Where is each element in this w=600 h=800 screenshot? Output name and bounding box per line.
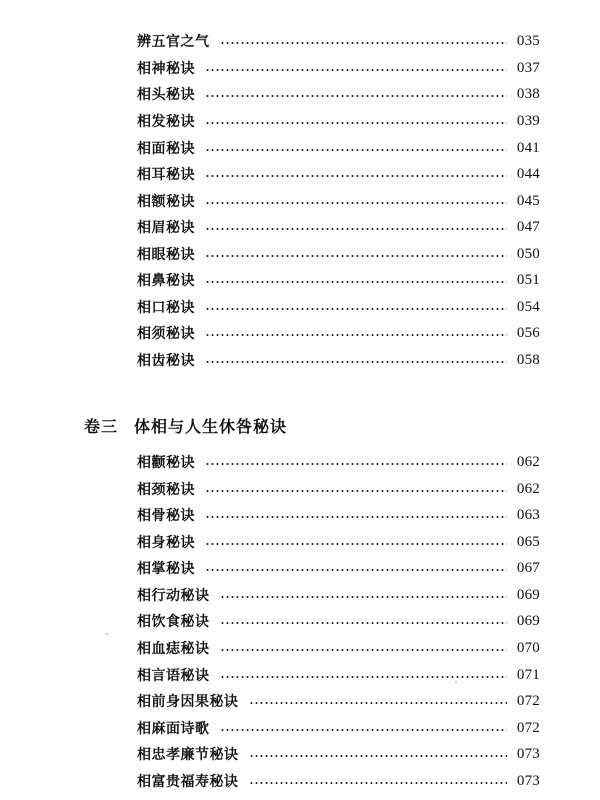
toc-entry-page: 065 — [516, 533, 540, 550]
toc-entry-page: 051 — [516, 271, 540, 288]
dot-leader — [205, 490, 507, 492]
dot-leader — [249, 702, 507, 704]
toc-entry-title: 辨五官之气 — [137, 34, 210, 50]
toc-entry-page: 041 — [516, 139, 540, 156]
toc-entry-title: 相骨秘诀 — [137, 508, 195, 524]
dot-leader — [205, 281, 507, 283]
dot-leader — [220, 649, 507, 651]
toc-entry — [137, 108, 540, 134]
toc-entry-title: 相身秘诀 — [137, 535, 195, 551]
toc-entry-title: 相富贵福寿秘诀 — [137, 774, 239, 790]
toc-entry-page: 047 — [516, 218, 540, 235]
toc-entry — [137, 55, 540, 81]
toc-entry — [137, 28, 540, 54]
toc-entry-title: 相颈秘诀 — [137, 482, 195, 498]
dot-leader — [205, 516, 507, 518]
dot-leader — [220, 729, 507, 731]
scan-speck — [455, 681, 457, 683]
toc-entry — [137, 662, 540, 688]
toc-entry — [137, 502, 540, 528]
toc-entry-title: 相齿秘诀 — [137, 353, 195, 369]
toc-entry — [137, 741, 540, 767]
dot-leader — [205, 543, 507, 545]
toc-entry-page: 069 — [516, 586, 540, 603]
dot-leader — [205, 69, 507, 71]
toc-entry — [137, 267, 540, 293]
dot-leader — [205, 122, 507, 124]
dot-leader — [205, 95, 507, 97]
section-heading — [84, 411, 287, 439]
toc-entry-title: 相言语秘诀 — [137, 668, 210, 684]
toc-entry-page: 071 — [516, 666, 540, 683]
toc-entry-title: 相须秘诀 — [137, 326, 195, 342]
toc-entry-title: 相眼秘诀 — [137, 247, 195, 263]
toc-entry — [137, 294, 540, 320]
dot-leader — [220, 596, 507, 598]
toc-entry-title: 相耳秘诀 — [137, 167, 195, 183]
section-title: 体相与人生休咎秘诀 — [134, 416, 288, 436]
section-label: 卷三 — [84, 416, 119, 436]
toc-entry — [137, 768, 540, 794]
toc-entry — [137, 688, 540, 714]
toc-entry — [137, 449, 540, 475]
toc-entry-page: 050 — [516, 245, 540, 262]
toc-entry — [137, 555, 540, 581]
toc-entry-page: 063 — [516, 506, 540, 523]
toc-entry — [137, 135, 540, 161]
toc-entry — [137, 347, 540, 373]
dot-leader — [205, 255, 507, 257]
toc-entry-page: 035 — [516, 32, 540, 49]
toc-entry-page: 056 — [516, 324, 540, 341]
toc-entry-title: 相面秘诀 — [137, 141, 195, 157]
dot-leader — [205, 308, 507, 310]
dot-leader — [220, 42, 507, 44]
dot-leader — [205, 463, 507, 465]
toc-entry — [137, 529, 540, 555]
toc-entry-page: 069 — [516, 612, 540, 629]
toc-entry-title: 相血痣秘诀 — [137, 641, 210, 657]
toc-entry-page: 070 — [516, 639, 540, 656]
dot-leader — [205, 361, 507, 363]
toc-entry-page: 073 — [516, 745, 540, 762]
dot-leader — [205, 569, 507, 571]
toc-entry-title: 相神秘诀 — [137, 61, 195, 77]
toc-entry-title: 相饮食秘诀 — [137, 614, 210, 630]
dot-leader — [249, 782, 507, 784]
toc-entry — [137, 161, 540, 187]
toc-entry-title: 相忠孝廉节秘诀 — [137, 747, 239, 763]
toc-entry — [137, 81, 540, 107]
toc-entry-title: 相眉秘诀 — [137, 220, 195, 236]
dot-leader — [205, 334, 507, 336]
toc-entry-title: 相额秘诀 — [137, 194, 195, 210]
toc-entry — [137, 635, 540, 661]
dot-leader — [205, 228, 507, 230]
dot-leader — [205, 149, 507, 151]
toc-entry-page: 045 — [516, 192, 540, 209]
toc-entry-title: 相前身因果秘诀 — [137, 694, 239, 710]
toc-entry-title: 相麻面诗歌 — [137, 721, 210, 737]
toc-entry — [137, 582, 540, 608]
toc-entry-page: 062 — [516, 453, 540, 470]
toc-entry-title: 相掌秘诀 — [137, 561, 195, 577]
toc-entry-title: 相颧秘诀 — [137, 455, 195, 471]
toc-entry-page: 073 — [516, 772, 540, 789]
dot-leader — [205, 175, 507, 177]
toc-entry-page: 072 — [516, 719, 540, 736]
toc-entry-title: 相行动秘诀 — [137, 588, 210, 604]
toc-entry-page: 067 — [516, 559, 540, 576]
toc-entry — [137, 608, 540, 634]
toc-entry-page: 054 — [516, 298, 540, 315]
dot-leader — [249, 755, 507, 757]
toc-entry-title: 相头秘诀 — [137, 87, 195, 103]
toc-entry-title: 相鼻秘诀 — [137, 273, 195, 289]
toc-entry-page: 062 — [516, 480, 540, 497]
toc-entry-title: 相口秘诀 — [137, 300, 195, 316]
toc-entry-page: 039 — [516, 112, 540, 129]
dot-leader — [220, 622, 507, 624]
toc-entry-page: 037 — [516, 59, 540, 76]
toc-entry — [137, 715, 540, 741]
dot-leader — [220, 676, 507, 678]
dot-leader — [205, 202, 507, 204]
toc-entry — [137, 241, 540, 267]
toc-entry-page: 044 — [516, 165, 540, 182]
toc-entry-title: 相发秘诀 — [137, 114, 195, 130]
toc-entry — [137, 476, 540, 502]
scan-speck — [106, 633, 108, 635]
toc-entry — [137, 320, 540, 346]
toc-entry — [137, 188, 540, 214]
toc-entry — [137, 214, 540, 240]
toc-entry-page: 072 — [516, 692, 540, 709]
toc-entry-page: 038 — [516, 85, 540, 102]
toc-entry-page: 058 — [516, 351, 540, 368]
